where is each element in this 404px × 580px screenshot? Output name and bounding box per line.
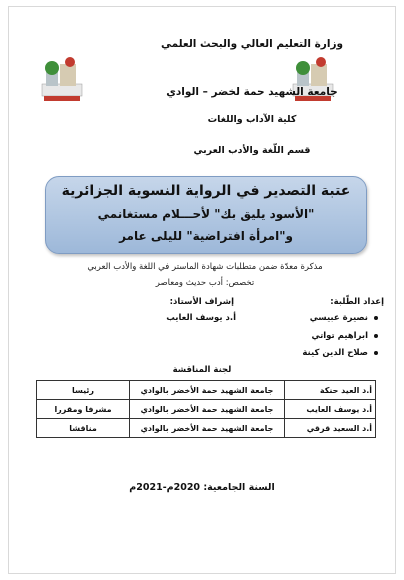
student-item [310,313,378,323]
thesis-title-main: عتبة التصدير في الرواية النسوية الجزائرية [61,183,351,199]
student-item [311,331,378,341]
member-name: أ.د السعيد قرقي [285,419,376,438]
ministry-name: وزارة التعليم العالي والبحث العلمي [160,38,344,50]
supervisor-label: إشراف الأستاذ: [169,297,234,307]
thesis-title-box [45,176,367,254]
student-name: ابراهيم تواتي [311,331,368,341]
committee-heading: لجنة المناقشة [172,365,232,375]
bullet-icon [374,334,378,338]
prepared-by-label: إعداد الطّلبة: [330,297,384,307]
member-institution: جامعة الشهيد حمة الأخضر بالوادي [130,400,285,419]
committee-table [36,380,376,438]
department-name: قسم اللّغة والأدب العربي [193,145,311,156]
member-role: رئيسا [37,381,130,400]
thesis-title-line3: و"امرأة افتراضية" لليلى عامر [119,229,293,243]
supervisor-name: أ.د يوسف العايب [166,313,236,323]
member-institution: جامعة الشهيد حمة الأخضر بالوادي [130,381,285,400]
student-name: صلاح الدين كينة [302,348,368,358]
member-institution: جامعة الشهيد حمة الأخضر بالوادي [130,419,285,438]
academic-year: السنة الجامعية: 2020م-2021م [129,482,275,493]
student-name: نصيرة عبيسي [309,313,368,323]
table-row [37,381,376,400]
faculty-name: كلية الآداب واللغات [207,114,297,125]
memo-description: مذكرة معدّة ضمن متطلبات شهادة الماستر في اللغة والأدب العربي [87,262,323,272]
thesis-title-line2: "الأسود يليق بك" لأحـــلام مستغانمي [97,207,315,221]
table-row [37,419,376,438]
member-name: أ.د يوسف العايب [285,400,376,419]
university-name: جامعة الشهيد حمة لخضر – الوادي [166,86,338,98]
member-role: مناقشا [37,419,130,438]
student-item [302,348,378,358]
table-row [37,400,376,419]
member-name: أ.د العيد حنكة [285,381,376,400]
university-logo-left [40,54,84,104]
member-role: مشرفا ومقررا [37,400,130,419]
bullet-icon [374,316,378,320]
bullet-icon [374,351,378,355]
memo-specialty: تخصص: أدب حديث ومعاصر [155,278,255,288]
